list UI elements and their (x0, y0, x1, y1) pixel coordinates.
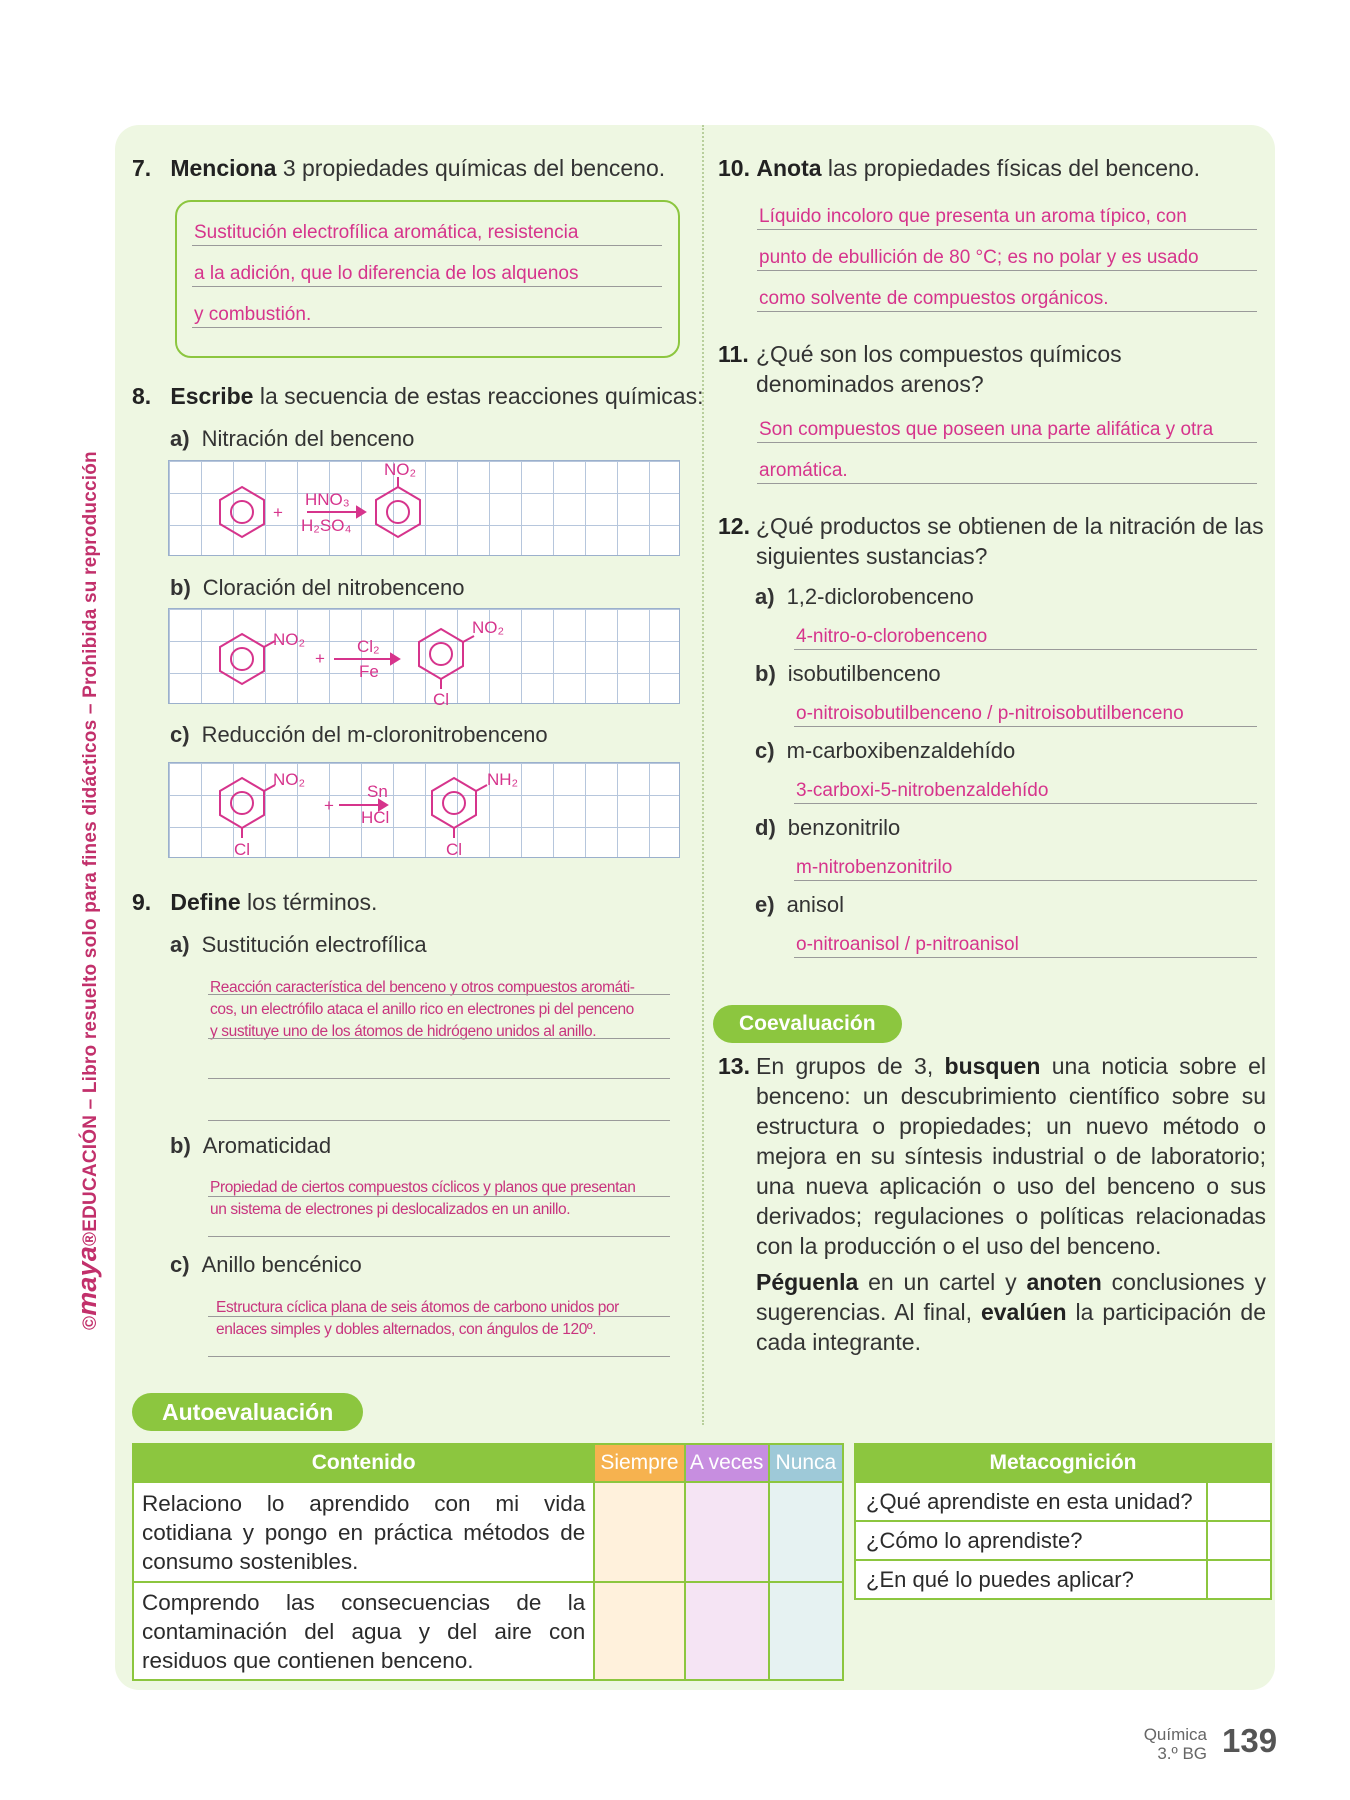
chlorination-reaction (169, 609, 681, 705)
question-13-paragraph-1: En grupos de 3, busquen una noticia sobre el benceno: un descubrimiento científico sobre su estructura o propiedades; un nuevo método o mejora en su síntesis industrial o de laboratorio; una nueva aplicación o uso del benceno o sus derivados; regulaciones o políticas relacionadas con la producción o el uso del benceno. (756, 1053, 1266, 1259)
benzene-ring-icon (419, 629, 463, 679)
answer-9c-line-2: enlaces simples y dobles alternados, con ángulos de 120º. (216, 1321, 597, 1338)
q9b-label: b) Aromaticidad (170, 1133, 332, 1158)
metacognition-answer-field[interactable] (1207, 1560, 1271, 1599)
answer-12b: o-nitroisobutilbenceno / p-nitroisobutilbenceno (794, 702, 1257, 727)
q9a-label: a) Sustitución electrofílica (170, 932, 427, 957)
checkbox-always[interactable] (594, 1482, 684, 1582)
table-row (133, 1482, 843, 1582)
self-evaluation-tag: Autoevaluación (132, 1393, 363, 1431)
benzene-ring-icon (220, 778, 264, 828)
answer-rule (208, 1196, 670, 1197)
answer-rule (208, 1078, 670, 1079)
reagent-fe: Fe (359, 662, 379, 681)
answer-9b-line-1: Propiedad de ciertos compuestos cíclicos y planos que presentan (210, 1179, 636, 1196)
answer-rule (208, 1236, 670, 1237)
metacognition-question: ¿Cómo lo aprendiste? (855, 1521, 1207, 1560)
question-12: 12. (718, 513, 750, 539)
reagent-hcl: HCl (361, 808, 390, 827)
question-11-text: ¿Qué son los compuestos químicos denominados arenos? (756, 341, 1122, 397)
q12b-label: b) isobutilbenceno (755, 661, 941, 686)
answer-12c: 3-carboxi-5-nitrobenzaldehído (794, 779, 1257, 804)
reagent-hno3: HNO₃ (305, 490, 350, 509)
reaction-grid-c (168, 762, 680, 858)
criterion-cell: Comprendo las consecuencias de la contaminación del agua y del aire con residuos que contienen benceno. (133, 1582, 594, 1680)
group-cl: Cl (433, 690, 450, 705)
group-cl: Cl (234, 840, 251, 859)
header-never: Nunca (769, 1444, 843, 1482)
reaction-grid-b (168, 608, 680, 704)
question-7: 7. Menciona 3 propiedades químicas del benceno. (132, 155, 666, 181)
answer-11-line-2: aromática. (757, 459, 1257, 484)
answer-rule (208, 1356, 670, 1357)
table-row (855, 1521, 1271, 1560)
question-13: 13. (718, 1053, 750, 1079)
answer-rule (208, 994, 670, 995)
checkbox-sometimes[interactable] (685, 1482, 769, 1582)
nitrobenzene-ring-icon (376, 487, 420, 537)
header-always: Siempre (594, 1444, 684, 1482)
answer-10-line-3: como solvente de compuestos orgánicos. (757, 287, 1257, 312)
header-sometimes: A veces (685, 1444, 769, 1482)
answer-7-line-2: a la adición, que lo diferencia de los alquenos (192, 262, 662, 287)
plus-sign: + (315, 649, 325, 668)
group-no2: NO₂ (273, 630, 306, 649)
brand-logo: maya (72, 1245, 102, 1316)
reagent-sn: Sn (367, 782, 388, 801)
side-copyright (72, 451, 103, 1330)
self-evaluation-table (132, 1443, 844, 1681)
metacognition-answer-field[interactable] (1207, 1482, 1271, 1521)
answer-9c-line-1: Estructura cíclica plana de seis átomos de carbono unidos por (216, 1299, 619, 1316)
q12e-label: e) anisol (755, 892, 845, 917)
header-metacognition: Metacognición (855, 1444, 1271, 1482)
q9c-label: c) Anillo bencénico (170, 1252, 362, 1277)
column-divider (702, 125, 704, 1425)
coevaluation-tag: Coevaluación (713, 1005, 902, 1043)
q12a-label: a) 1,2-diclorobenceno (755, 584, 974, 609)
copyright-text: ®EDUCACIÓN – Libro resuelto solo para fines didácticos – Prohibida su reproducción (80, 451, 101, 1246)
header-content: Contenido (133, 1444, 594, 1482)
plus-sign: + (324, 796, 334, 815)
q12d-label: d) benzonitrilo (755, 815, 901, 840)
question-8: 8. Escribe la secuencia de estas reacciones químicas: (132, 383, 704, 409)
reaction-grid-a (168, 460, 680, 556)
question-12-text: ¿Qué productos se obtienen de la nitración de las siguientes sustancias? (756, 513, 1264, 569)
answer-9a-line-1: Reacción característica del benceno y otros compuestos aromáti- (210, 979, 635, 996)
checkbox-sometimes[interactable] (685, 1582, 769, 1680)
q8b-label: b) Cloración del nitrobenceno (170, 575, 465, 600)
answer-7-line-1: Sustitución electrofílica aromática, resistencia (192, 221, 662, 246)
answer-rule (208, 1120, 670, 1121)
table-row (133, 1582, 843, 1680)
answer-9b-line-2: un sistema de electrones pi deslocalizados en un anillo. (210, 1201, 571, 1218)
footer-subject: Química 3.º BG (1143, 1725, 1207, 1763)
answer-9a-line-2: cos, un electrófilo ataca el anillo rico en electrones pi del penceno (210, 1001, 634, 1018)
answer-11-line-1: Son compuestos que poseen una parte alifática y otra (757, 418, 1257, 443)
page-number: 139 (1222, 1722, 1278, 1759)
answer-rule (208, 1038, 670, 1039)
question-9: 9. Define los términos. (132, 889, 378, 915)
group-no2: NO₂ (384, 461, 417, 479)
checkbox-never[interactable] (769, 1582, 843, 1680)
metacognition-question: ¿Qué aprendiste en esta unidad? (855, 1482, 1207, 1521)
group-no2: NO₂ (472, 618, 505, 637)
criterion-cell: Relaciono lo aprendido con mi vida cotidiana y pongo en práctica métodos de consumo sostenibles. (133, 1482, 594, 1582)
answer-10-line-1: Líquido incoloro que presenta un aroma típico, con (757, 205, 1257, 230)
reduction-reaction (169, 763, 681, 859)
question-11: 11. (718, 341, 749, 367)
answer-12a: 4-nitro-o-clorobenceno (794, 625, 1257, 650)
group-nh2: NH₂ (487, 770, 519, 789)
reagent-cl2: Cl₂ (357, 637, 380, 656)
metacognition-answer-field[interactable] (1207, 1521, 1271, 1560)
answer-12d: m-nitrobenzonitrilo (794, 856, 1257, 881)
answer-10-line-2: punto de ebullición de 80 °C; es no polar y es usado (757, 246, 1257, 271)
answer-9a-line-3: y sustituye uno de los átomos de hidrógeno unidos al anillo. (210, 1023, 597, 1040)
nitration-reaction (169, 461, 681, 557)
answer-7-line-3: y combustión. (192, 303, 662, 328)
q12c-label: c) m-carboxibenzaldehído (755, 738, 1016, 763)
copyright-symbol: © (80, 1315, 101, 1330)
group-no2: NO₂ (273, 770, 306, 789)
question-13-paragraph-2: Péguenla en un cartel y anoten conclusiones y sugerencias. Al final, evalúen la participación de cada integrante. (756, 1269, 1267, 1355)
benzene-ring-icon (220, 634, 264, 684)
answer-rule (208, 1316, 670, 1317)
answer-12e: o-nitroanisol / p-nitroanisol (794, 933, 1257, 958)
q8c-label: c) Reducción del m-cloronitrobenceno (170, 722, 548, 747)
q8a-label: a) Nitración del benceno (170, 426, 415, 451)
metacognition-question: ¿En qué lo puedes aplicar? (855, 1560, 1207, 1599)
metacognition-table (854, 1443, 1272, 1600)
question-10: 10. Anota las propiedades físicas del benceno. (718, 155, 1201, 181)
group-cl: Cl (446, 840, 463, 859)
checkbox-never[interactable] (769, 1482, 843, 1582)
checkbox-always[interactable] (594, 1582, 684, 1680)
table-row (855, 1560, 1271, 1599)
reagent-h2so4: H₂SO₄ (301, 516, 352, 535)
benzene-ring-icon (432, 778, 476, 828)
table-row (855, 1482, 1271, 1521)
plus-sign: + (273, 503, 283, 522)
benzene-ring-icon (220, 487, 264, 537)
